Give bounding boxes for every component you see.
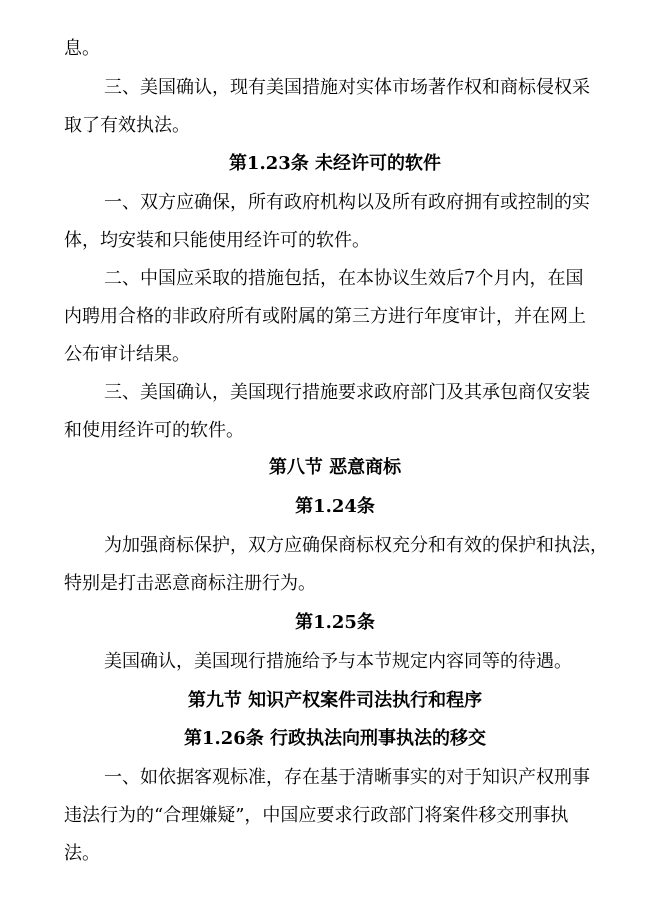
- paragraph-line: 取了有效执法。: [64, 115, 190, 136]
- paragraph-line: 息。: [64, 38, 100, 59]
- paragraph-line: 法。: [64, 843, 100, 864]
- article-heading: 第1.24条: [295, 496, 375, 517]
- section-heading: 第九节 知识产权案件司法执行和程序: [187, 690, 483, 711]
- paragraph-line: 违法行为的“合理嫌疑”，中国应要求行政部门将案件移交刑事执: [64, 805, 569, 826]
- paragraph-line: 美国确认，美国现行措施给予与本节规定内容同等的待遇。: [104, 651, 572, 672]
- article-heading: 第1.26条 行政执法向刑事执法的移交: [183, 728, 487, 749]
- paragraph-line: 为加强商标保护，双方应确保商标权充分和有效的保护和执法，: [104, 535, 608, 556]
- article-heading: 第1.25条: [295, 612, 375, 633]
- paragraph-line: 一、如依据客观标准，存在基于清晰事实的对于知识产权刑事: [104, 767, 590, 788]
- paragraph-line: 三、美国确认，现有美国措施对实体市场著作权和商标侵权采: [104, 77, 590, 98]
- section-heading: 第八节 恶意商标: [268, 457, 402, 478]
- paragraph-line: 体，均安装和只能使用经许可的软件。: [64, 230, 370, 251]
- paragraph-line: 内聘用合格的非政府所有或附属的第三方进行年度审计，并在网上: [64, 306, 586, 327]
- paragraph-line: 特别是打击恶意商标注册行为。: [64, 573, 316, 594]
- article-heading: 第1.23条 未经许可的软件: [228, 153, 442, 174]
- paragraph-line: 和使用经许可的软件。: [64, 420, 244, 441]
- paragraph-line: 一、双方应确保，所有政府机构以及所有政府拥有或控制的实: [104, 192, 590, 213]
- paragraph-line: 二、中国应采取的措施包括，在本协议生效后7个月内，在国: [104, 268, 584, 289]
- paragraph-line: 三、美国确认，美国现行措施要求政府部门及其承包商仅安装: [104, 382, 590, 403]
- paragraph-line: 公布审计结果。: [64, 344, 190, 365]
